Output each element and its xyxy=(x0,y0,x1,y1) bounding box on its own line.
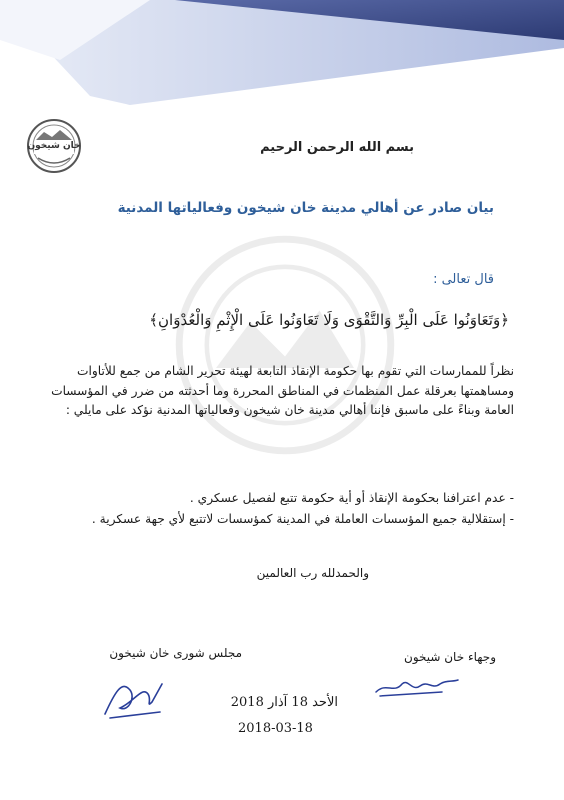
signature-notables xyxy=(372,672,462,700)
logo-wordmark: خان شيخون xyxy=(27,141,81,151)
body-paragraph: نظراً للممارسات التي تقوم بها حكومة الإنقاذ التابعة لهيئة تحرير الشام من جمع للأتاوات ومساهمتها بعرقلة عمل المنظمات في المناطق المحررة وما أحدثته من ضرر في المؤسسات العامة وبناءً على ماسبق فإننا أهالي مدينة خان شيخون وفعالياتها المدنية نؤكد على مايلي : xyxy=(51,364,514,417)
list-item: - عدم اعترافنا بحكومة الإنقاذ أو أية حكومة تتبع لفصيل عسكري . xyxy=(189,491,514,505)
list-item: - إستقلالية جميع المؤسسات العاملة في المدينة كمؤسسات لاتتبع لأي جهة عسكرية . xyxy=(91,512,514,526)
statement-title: بيان صادر عن أهالي مدينة خان شيخون وفعالياتها المدنية xyxy=(117,200,494,216)
demands-list xyxy=(36,488,514,530)
quote-intro: قال تعالى : xyxy=(433,272,494,287)
header-banner xyxy=(0,0,564,110)
closing-line: والحمدلله رب العالمين xyxy=(256,566,369,580)
signatory-notables: وجهاء خان شيخون xyxy=(404,650,496,664)
date-arabic: الأحد 18 آذار 2018 xyxy=(230,695,338,710)
date-numeric: 2018-03-18 xyxy=(238,721,313,736)
basmala: بسم الله الرحمن الرحيم xyxy=(260,140,414,155)
quran-verse: ﴿وَتَعَاوَنُوا عَلَى الْبِرِّ وَالتَّقْوَى وَلَا تَعَاوَنُوا عَلَى الْإِثْمِ وَالْعُدْوَانِ﴾ xyxy=(149,311,509,329)
signature-council xyxy=(100,672,170,722)
watermark-logo xyxy=(170,230,400,460)
signatory-council: مجلس شورى خان شيخون xyxy=(109,646,242,660)
